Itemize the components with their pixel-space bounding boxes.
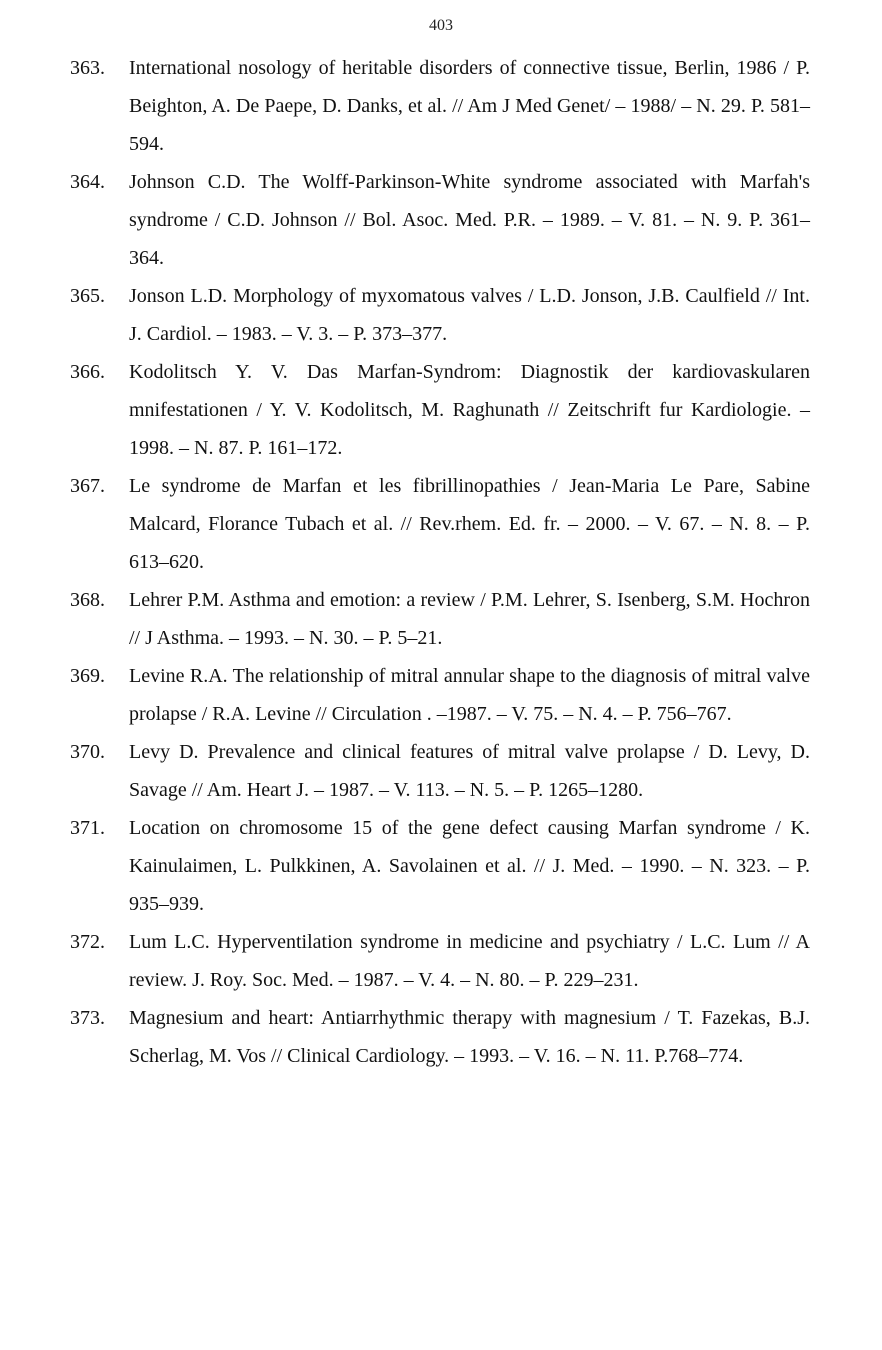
reference-item (70, 999, 810, 1075)
reference-item (70, 733, 810, 809)
reference-item (70, 353, 810, 467)
reference-text: Kodolitsch Y. V. Das Marfan-Syndrom: Diagnostik der kardiovaskularen mnifestationen / Y. V. Kodolitsch, M. Raghunath // Zeitschrift fur Kardiologie. – 1998. – N. 87. P. 161–172. (129, 361, 810, 459)
reference-number: 369. (70, 665, 105, 687)
reference-text: Le syndrome de Marfan et les fibrillinopathies / Jean-Maria Le Pare, Sabine Malcard, Florance Tubach et al. // Rev.rhem. Ed. fr. – 2000. – V. 67. – N. 8. – P. 613–620. (129, 475, 810, 573)
reference-item (70, 923, 810, 999)
reference-text: Lum L.C. Hyperventilation syndrome in medicine and psychiatry / L.C. Lum // A review. J. Roy. Soc. Med. – 1987. – V. 4. – N. 80. – P. 229–231. (129, 931, 810, 991)
reference-item (70, 49, 810, 163)
reference-text: Levine R.A. The relationship of mitral annular shape to the diagnosis of mitral valve prolapse / R.A. Levine // Circulation . –1987. – V. 75. – N. 4. – P. 756–767. (129, 665, 810, 725)
reference-number: 366. (70, 361, 105, 383)
reference-list (70, 49, 810, 1075)
reference-text: Johnson C.D. The Wolff-Parkinson-White syndrome associated with Marfah's syndrome / C.D. Johnson // Bol. Asoc. Med. P.R. – 1989. – V. 81. – N. 9. P. 361–364. (129, 171, 810, 269)
reference-item (70, 657, 810, 733)
reference-number: 368. (70, 589, 105, 611)
reference-text: Jonson L.D. Morphology of myxomatous valves / L.D. Jonson, J.B. Caulfield // Int. J. Cardiol. – 1983. – V. 3. – P. 373–377. (129, 285, 810, 345)
reference-number: 363. (70, 57, 105, 79)
page-number: 403 (429, 17, 453, 34)
reference-item (70, 809, 810, 923)
reference-text: Location on chromosome 15 of the gene defect causing Marfan syndrome / K. Kainulaimen, L. Pulkkinen, A. Savolainen et al. // J. Med. – 1990. – N. 323. – P. 935–939. (129, 817, 810, 915)
reference-text: Lehrer P.M. Asthma and emotion: a review / P.M. Lehrer, S. Isenberg, S.M. Hochron // J Asthma. – 1993. – N. 30. – P. 5–21. (129, 589, 810, 649)
reference-number: 370. (70, 741, 105, 763)
reference-number: 365. (70, 285, 105, 307)
reference-number: 364. (70, 171, 105, 193)
reference-number: 367. (70, 475, 105, 497)
reference-text: Levy D. Prevalence and clinical features of mitral valve prolapse / D. Levy, D. Savage // Am. Heart J. – 1987. – V. 113. – N. 5. – P. 1265–1280. (129, 741, 810, 801)
reference-number: 371. (70, 817, 105, 839)
reference-item (70, 467, 810, 581)
reference-text: Magnesium and heart: Antiarrhythmic therapy with magnesium / T. Fazekas, B.J. Scherlag, M. Vos // Clinical Cardiology. – 1993. – V. 16. – N. 11. P.768–774. (129, 1007, 810, 1067)
reference-item (70, 277, 810, 353)
reference-number: 373. (70, 1007, 105, 1029)
reference-number: 372. (70, 931, 105, 953)
reference-item (70, 581, 810, 657)
reference-text: International nosology of heritable disorders of connective tissue, Berlin, 1986 / P. Beighton, A. De Paepe, D. Danks, et al. // Am J Med Genet/ – 1988/ – N. 29. P. 581–594. (129, 57, 810, 155)
reference-item (70, 163, 810, 277)
